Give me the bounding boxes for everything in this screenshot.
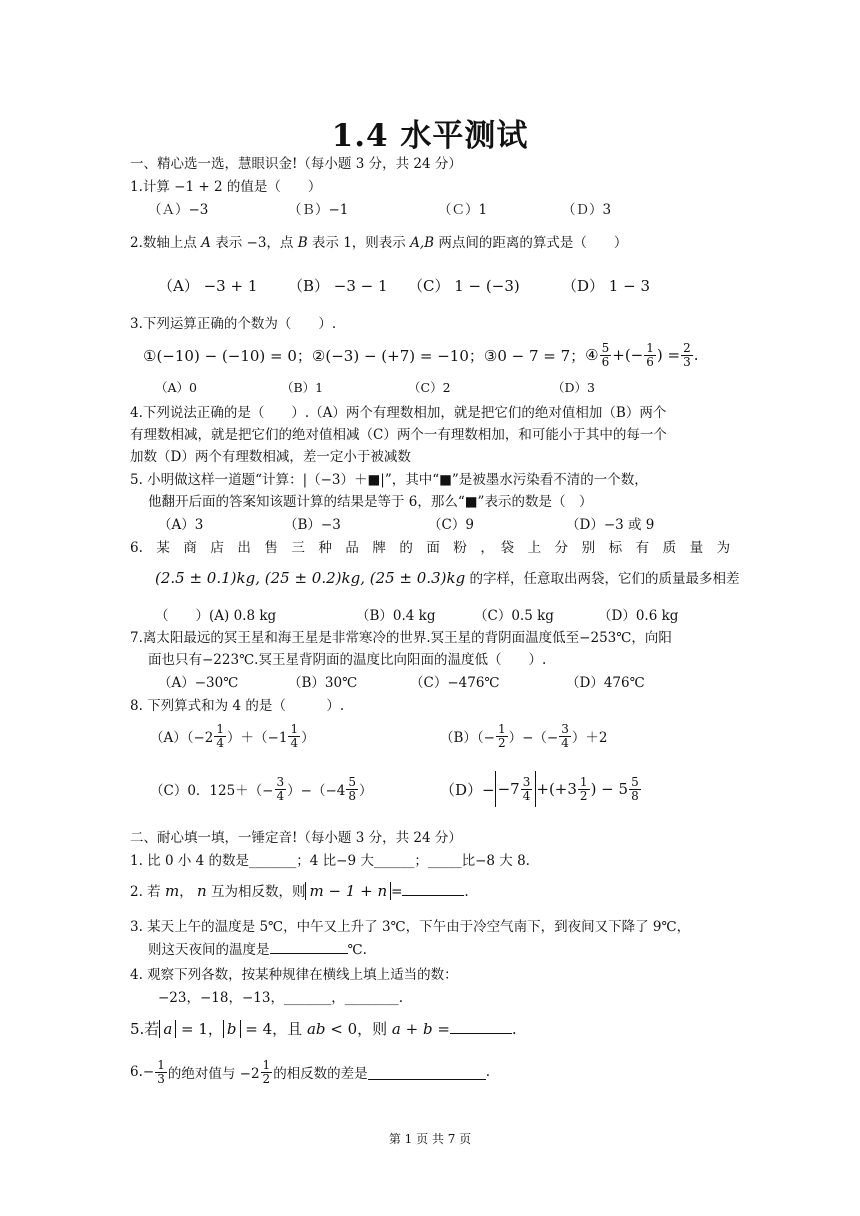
q5-option-a: （A）3 — [158, 517, 204, 533]
q6-option-c: （C）0.5 kg — [474, 608, 554, 624]
q6-option-a: （ ）(A) 0.8 kg — [155, 608, 277, 624]
q3-option-d: （D）3 — [552, 380, 595, 395]
page-title: 1.4 水平测试 — [331, 118, 529, 154]
q6-option-d: （D）0.6 kg — [598, 608, 679, 624]
fraction: $\frac{1}{2}$ — [262, 1057, 271, 1086]
q3-option-c: （C）2 — [408, 380, 451, 395]
q3-option-a: （A）0 — [155, 380, 197, 395]
q3-expressions: ①(−10) − (−10) = 0； ②(−3) − (+7) = −10； ③0 − 7 = 7； ④ $\frac{5}{6}$ +(− $\frac{1}{6}$ ) = $\frac{2}{3}$ . — [143, 340, 699, 369]
q8-option-c: （C）0．125＋（− $\frac{3}{4}$ ）−（−4 $\frac{5}{8}$ ） — [150, 774, 373, 803]
fraction: $\frac{1}{4}$ — [290, 721, 299, 750]
q1-option-d: （Ｄ）3 — [562, 202, 612, 218]
q6-line-1: 6. 某 商 店 出 售 三 种 品 牌 的 面 粉 ， 袋 上 分 别 标 有 质 量 为 — [130, 540, 731, 556]
q7-option-c: （C）−476℃ — [410, 675, 500, 691]
fraction: $\frac{1}{4}$ — [216, 721, 225, 750]
q8-option-b: （B）（− $\frac{1}{2}$ ）−（− $\frac{3}{4}$ ）＋2 — [440, 721, 608, 750]
fraction: $\frac{5}{6}$ — [601, 340, 610, 369]
fill-q2: 2. 若 m， n 互为相反数，则 m − 1 + n = . — [130, 882, 469, 900]
q8-option-a: （A）（−2 $\frac{1}{4}$ ）＋（−1 $\frac{1}{4}$ ） — [150, 721, 315, 750]
q1-stem: 1.计算 −1 + 2 的值是（ ） — [130, 179, 322, 195]
q5-option-d: （D）−3 或 9 — [566, 517, 655, 533]
fill-q4-line-1: 4. 观察下列各数，按某种规律在横线上填上适当的数： — [130, 967, 458, 983]
q2-option-d: （D） 1 − 3 — [562, 277, 650, 295]
q7-line-1: 7.离太阳最远的冥王星和海王星是非常寒冷的世界.冥王星的背阴面温度低至−253℃，向阳 — [130, 630, 672, 646]
fraction: $\frac{1}{3}$ — [157, 1057, 165, 1086]
fill-q4-line-2: −23，−18，−13，_______，________. — [158, 990, 404, 1006]
q4-line-2: 有理数相减，就是把它们的绝对值相减（C）两个一有理数相加，和可能小于其中的每一个 — [130, 427, 667, 443]
q2-stem: 2.数轴上点 A 表示 −3，点 B 表示 1，则表示 A,B 两点间的距离的算式是（ ） — [130, 235, 628, 251]
q4-line-1: 4.下列说法正确的是（ ）.（A）两个有理数相加，就是把它们的绝对值相加（B）两个 — [130, 405, 667, 421]
fraction: $\frac{5}{8}$ — [348, 774, 356, 803]
fill-q3-line-2: 则这天夜间的温度是 ℃. — [148, 938, 367, 958]
q5-option-c: （C）9 — [428, 517, 474, 533]
fraction: $\frac{3}{4}$ — [276, 774, 285, 803]
q1-option-a: （Ａ）−3 — [148, 202, 209, 218]
q5-line-1: 5. 小明做这样一道题“计算：|（−3）＋■|”，其中“■”是被墨水污染看不清的一个数， — [130, 472, 648, 488]
q8-option-d: （D）− −7 $\frac{3}{4}$ +(+3 $\frac{1}{2}$ ) − 5 $\frac{5}{8}$ — [440, 771, 642, 807]
q1-option-b: （Ｂ）−1 — [288, 202, 349, 218]
q3-option-b: （B）1 — [281, 380, 324, 395]
q2-option-a: （A） −3 + 1 — [158, 277, 258, 295]
q7-option-d: （D）476℃ — [566, 675, 645, 691]
q5-line-2: 他翻开后面的答案知该题计算的结果是等于 6，那么“■”表示的数是（ ） — [148, 494, 593, 510]
q3-stem: 3.下列运算正确的个数为（ ）. — [130, 316, 337, 332]
q7-option-a: （A）−30℃ — [158, 675, 239, 691]
fill-q3-line-1: 3. 某天上午的温度是 5℃，中午又上升了 3℃，下午由于冷空气南下，到夜间又下降了 9℃， — [130, 919, 691, 935]
fraction: $\frac{3}{4}$ — [561, 721, 569, 750]
q2-option-c: （C） 1 − (−3) — [408, 277, 520, 295]
q2-option-b: （B） −3 − 1 — [288, 277, 388, 295]
fill-q6: 6.− $\frac{1}{3}$ 的绝对值与 −2 $\frac{1}{2}$ 的相反数的差是 . — [130, 1057, 490, 1086]
fraction: $\frac{2}{3}$ — [683, 340, 691, 369]
absolute-value: −7 $\frac{3}{4}$ — [495, 771, 537, 807]
section-2-header: 二、耐心填一填，一锤定音!（每小题 3 分，共 24 分） — [130, 830, 462, 846]
q4-line-3: 加数（D）两个有理数相减，差一定小于被减数 — [130, 449, 411, 465]
q5-option-b: （B）−3 — [284, 517, 341, 533]
section-1-header: 一、精心选一选，慧眼识金!（每小题 3 分，共 24 分） — [130, 156, 462, 172]
q6-option-b: （B）0.4 kg — [356, 608, 436, 624]
q8-stem: 8. 下列算式和为 4 的是（ ）. — [130, 698, 345, 714]
page-footer: 第 1 页 共 7 页 — [388, 1132, 472, 1146]
q7-line-2: 面也只有−223℃.冥王星背阴面的温度比向阳面的温度低（ ）. — [148, 652, 547, 668]
fill-q5: 5.若 a = 1， b = 4，且 ab < 0，则 a + b = . — [130, 1020, 517, 1038]
fraction: $\frac{5}{8}$ — [631, 774, 639, 803]
q1-option-c: （Ｃ）1 — [438, 202, 488, 218]
q6-line-2: (2.5 ± 0.1)kg, (25 ± 0.2)kg, (25 ± 0.3)kg 的字样，任意取出两袋，它们的质量最多相差 — [155, 569, 740, 587]
fill-q1: 1. 比 0 小 4 的数是_______；4 比−9 大______；_____比−8 大 8. — [130, 853, 530, 869]
fraction: $\frac{1}{2}$ — [579, 774, 588, 803]
q7-option-b: （B）30℃ — [288, 675, 358, 691]
fraction: $\frac{1}{2}$ — [497, 721, 506, 750]
fraction: $\frac{1}{6}$ — [646, 340, 654, 369]
